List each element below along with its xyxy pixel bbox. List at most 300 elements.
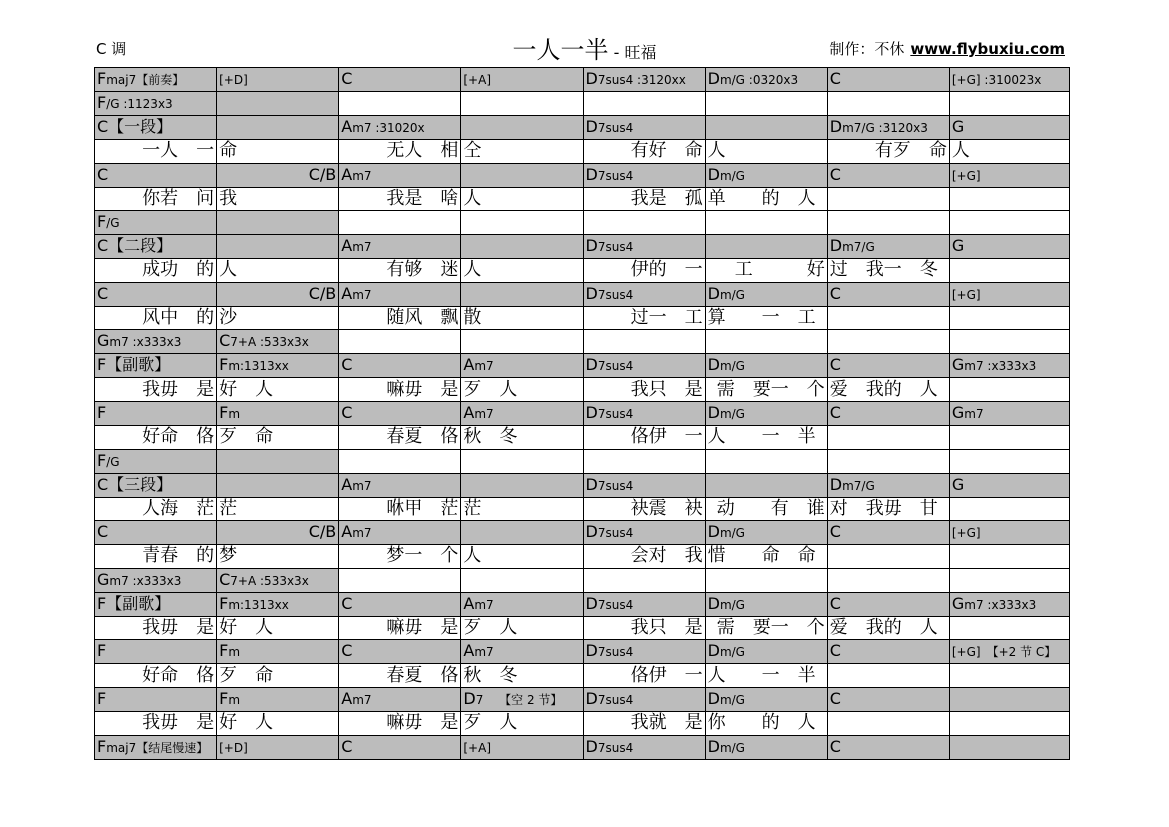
lyric-row (95, 140, 1070, 164)
chord-detail: m7 (352, 168, 372, 183)
chord-cell (217, 235, 339, 259)
lyric-cell (95, 545, 217, 569)
lyric-cell (217, 259, 339, 283)
chord-cell (949, 116, 1069, 140)
chord-cell (95, 568, 217, 592)
lyric-cell (461, 616, 583, 640)
lyric-cell (217, 545, 339, 569)
chord-root: D (707, 164, 720, 184)
chord-cell (95, 735, 217, 759)
chord-root: D (707, 69, 720, 88)
chord-root: F (97, 212, 107, 232)
chord-cell (827, 354, 949, 378)
chord-root: A (463, 355, 475, 375)
chord-root: D (707, 688, 720, 708)
lyric-cell (339, 616, 461, 640)
lyric-cell (339, 497, 461, 521)
chord-cell (339, 568, 461, 592)
chord-root: D (585, 117, 598, 136)
lyric-cell (705, 425, 827, 449)
chord-detail: m7 :x333x3 (964, 597, 1037, 612)
chord-cell (461, 282, 583, 306)
lyric-row (95, 545, 1070, 569)
chord-cell (339, 640, 461, 664)
chord-row (95, 592, 1070, 616)
lyric-text: 好 人 (219, 378, 274, 400)
chord-root: A (463, 641, 475, 661)
chord-cell (339, 735, 461, 759)
chord-detail: m7 :x333x3 (964, 359, 1037, 374)
lyric-cell (827, 425, 949, 449)
lyric-text: 工 好 (734, 259, 825, 281)
lyric-cell (339, 259, 461, 283)
chord-cell (827, 568, 949, 592)
chord-cell (339, 354, 461, 378)
lyric-cell (949, 140, 1069, 164)
chord-detail: 7sus4 (597, 406, 634, 421)
chord-cell (95, 521, 217, 545)
lyric-text: 歹 命 (219, 426, 274, 448)
chord-cell (827, 640, 949, 664)
chord-detail: maj7【结尾慢速】 (106, 740, 209, 755)
chord-detail: m7 (474, 597, 494, 612)
chord-cell (461, 521, 583, 545)
chord-detail: /G (106, 454, 120, 469)
chord-detail: 7sus4 :3120xx (597, 73, 686, 87)
lyric-text: 动 有 谁 (716, 497, 825, 519)
lyric-cell (217, 711, 339, 735)
lyric-text: 嘛毋 是 (386, 378, 459, 400)
chord-detail: m7/G (842, 240, 875, 255)
lyric-cell (705, 616, 827, 640)
lyric-text: 随风 飘 (386, 307, 459, 329)
lyric-text: 袂震 袂 (630, 497, 703, 519)
chord-detail: 7 【空 2 节】 (475, 692, 563, 707)
chord-root: F (97, 736, 107, 756)
lyric-cell (949, 616, 1069, 640)
lyric-text: 风中 的 (142, 307, 215, 329)
lyric-text: 人 (951, 140, 970, 162)
lyric-cell (217, 616, 339, 640)
chord-detail: m:1313xx (228, 597, 289, 612)
lyric-text: 爱 我的 人 (829, 617, 938, 639)
chord-detail: m7 (474, 359, 494, 374)
lyric-text: 佫伊 一 (630, 664, 703, 686)
lyric-cell (95, 306, 217, 330)
chord-detail: 7sus4 (597, 478, 634, 493)
chord-root: C (829, 402, 841, 422)
lyric-text: 好命 佫 (142, 426, 215, 448)
chord-root: D (707, 641, 720, 661)
chord-row (95, 640, 1070, 664)
chord-cell (949, 354, 1069, 378)
chord-cell (217, 521, 339, 545)
chord-cell (949, 592, 1069, 616)
chord-cell (461, 449, 583, 473)
chord-cell (339, 521, 461, 545)
chord-row (95, 521, 1070, 545)
chord-cell (461, 211, 583, 235)
chord-cell (583, 282, 705, 306)
chord-cell (949, 401, 1069, 425)
chord-detail: 7sus4 (597, 168, 634, 183)
lyric-text: 人 (463, 187, 482, 209)
chord-root: C (219, 331, 231, 351)
lyric-cell (827, 187, 949, 211)
chord-cell (461, 163, 583, 187)
chord-cell (705, 92, 827, 116)
chord-row (95, 401, 1070, 425)
lyric-text: 沙 (219, 307, 238, 329)
chord-root: C/B (308, 522, 337, 542)
chord-root: C【三段】 (97, 474, 173, 494)
lyric-text: 仝 (463, 140, 482, 162)
chord-cell (461, 592, 583, 616)
chord-root: D (585, 522, 598, 542)
chord-detail: [+G] 【+2 节 C】 (951, 645, 1057, 660)
chord-cell (827, 521, 949, 545)
lyric-row (95, 497, 1070, 521)
lyric-text: 嘛毋 是 (386, 617, 459, 639)
lyric-text: 需 要一 个 (716, 378, 825, 400)
lyric-text: 人 一 半 (707, 426, 816, 448)
chord-cell (217, 282, 339, 306)
chord-root: A (341, 283, 353, 303)
chord-cell (95, 354, 217, 378)
chord-cell (949, 449, 1069, 473)
chord-detail: m7 (352, 287, 372, 302)
credit-text: 制作：不休 (829, 40, 905, 58)
lyric-text: 一人 一 (142, 140, 215, 162)
chord-root: C (829, 641, 841, 661)
lyric-text: 佫伊 一 (630, 426, 703, 448)
chord-cell (95, 401, 217, 425)
chord-root: D (585, 736, 598, 756)
chord-cell (705, 235, 827, 259)
site-link[interactable]: www.flybuxiu.com (910, 40, 1065, 58)
chord-root: D (707, 402, 720, 422)
chord-cell (339, 116, 461, 140)
lyric-text: 我毋 是 (142, 712, 215, 734)
chord-detail: 7sus4 (597, 359, 634, 374)
chord-cell (339, 687, 461, 711)
chord-detail: m/G (719, 406, 745, 421)
lyric-cell (95, 187, 217, 211)
lyric-text: 歹 人 (463, 617, 518, 639)
chord-cell (827, 92, 949, 116)
chord-row (95, 687, 1070, 711)
lyric-cell (461, 497, 583, 521)
chord-cell (705, 401, 827, 425)
chord-cell (583, 92, 705, 116)
chord-cell (583, 116, 705, 140)
chord-root: C (829, 593, 841, 613)
lyric-text: 无人 相 (386, 140, 459, 162)
lyric-row (95, 378, 1070, 402)
chord-cell (461, 235, 583, 259)
chord-cell (583, 211, 705, 235)
chord-root: D (829, 474, 843, 494)
chord-cell (339, 92, 461, 116)
chord-row (95, 68, 1070, 92)
chord-cell (949, 330, 1069, 354)
lyric-text: 我 (219, 187, 238, 209)
chord-cell (705, 568, 827, 592)
chord-cell (583, 568, 705, 592)
chord-detail: m7 (352, 526, 372, 541)
chord-root: G (951, 236, 965, 256)
lyric-cell (583, 711, 705, 735)
chord-detail: m7 (352, 478, 372, 493)
chord-cell (217, 473, 339, 497)
lyric-text: 你若 问 (142, 187, 215, 209)
chord-detail: 7sus4 (597, 740, 634, 755)
chord-cell (705, 68, 827, 92)
chord-root: D (707, 355, 720, 375)
chord-root: C (829, 522, 841, 542)
lyric-cell (949, 711, 1069, 735)
chord-cell (827, 401, 949, 425)
lyric-cell (949, 378, 1069, 402)
chord-row (95, 449, 1070, 473)
chord-cell (583, 330, 705, 354)
chord-cell (949, 163, 1069, 187)
chord-row (95, 282, 1070, 306)
chord-root: C【一段】 (97, 117, 173, 136)
chord-cell (949, 521, 1069, 545)
lyric-cell (461, 306, 583, 330)
lyric-cell (827, 378, 949, 402)
lyric-cell (949, 497, 1069, 521)
chord-cell (583, 521, 705, 545)
chord-detail: 7sus4 (597, 121, 634, 135)
lyric-text: 春夏 佫 (386, 664, 459, 686)
chord-cell (827, 687, 949, 711)
lyric-text: 人 (463, 545, 482, 567)
chord-detail: 7sus4 (597, 692, 634, 707)
chord-cell (461, 687, 583, 711)
chord-root: C/B (308, 283, 337, 303)
chord-root: F (97, 402, 107, 422)
lyric-cell (583, 545, 705, 569)
chord-root: D (707, 736, 720, 756)
chord-root: D (585, 283, 598, 303)
lyric-cell (461, 664, 583, 688)
lyric-cell (583, 378, 705, 402)
lyric-cell (461, 425, 583, 449)
chord-root: A (463, 593, 475, 613)
chord-root: F【副歌】 (97, 355, 171, 375)
chord-root: G (97, 569, 110, 589)
lyric-cell (339, 306, 461, 330)
chord-detail: m (228, 406, 241, 421)
chord-root: A (341, 522, 353, 542)
chord-cell (827, 163, 949, 187)
chord-root: C (219, 569, 231, 589)
chord-cell (705, 473, 827, 497)
chord-cell (95, 68, 217, 92)
lyric-row (95, 664, 1070, 688)
chord-detail: m/G (719, 597, 745, 612)
chord-detail: m7 :31020x (352, 121, 425, 135)
lyric-cell (705, 378, 827, 402)
lyric-text: 命 (219, 140, 238, 162)
chord-root: C (97, 164, 109, 184)
chord-cell (217, 211, 339, 235)
chord-cell (217, 92, 339, 116)
lyric-text: 有歹 命 (874, 140, 947, 162)
lyric-text: 有好 命 (630, 140, 703, 162)
lyric-text: 我是 孤 (630, 187, 703, 209)
chord-detail: [+G] (951, 526, 981, 541)
chord-root: D (707, 593, 720, 613)
lyric-cell (827, 306, 949, 330)
chord-cell (217, 116, 339, 140)
chord-detail: m/G (719, 287, 745, 302)
chord-detail: 7sus4 (597, 240, 634, 255)
lyric-cell (217, 140, 339, 164)
chord-detail: [+G] :310023x (951, 73, 1042, 87)
chord-cell (705, 735, 827, 759)
lyric-cell (949, 545, 1069, 569)
chord-root: C (97, 522, 109, 542)
chord-cell (217, 592, 339, 616)
lyric-text: 茫 (463, 497, 482, 519)
chord-cell (827, 235, 949, 259)
chord-cell (95, 282, 217, 306)
chord-row (95, 354, 1070, 378)
lyric-cell (217, 378, 339, 402)
chord-cell (461, 568, 583, 592)
lyric-text: 春夏 佫 (386, 426, 459, 448)
lyric-text: 好 人 (219, 617, 274, 639)
lyric-text: 有够 迷 (386, 259, 459, 281)
chord-cell (95, 163, 217, 187)
chord-cell (217, 354, 339, 378)
lyric-cell (583, 425, 705, 449)
lyric-cell (217, 306, 339, 330)
chord-detail: 7sus4 (597, 597, 634, 612)
chord-cell (461, 640, 583, 664)
lyric-text: 我就 是 (630, 712, 703, 734)
lyric-cell (95, 664, 217, 688)
chord-cell (461, 330, 583, 354)
chord-cell (827, 735, 949, 759)
chord-cell (339, 592, 461, 616)
chord-cell (461, 354, 583, 378)
chord-root: A (341, 117, 353, 136)
lyric-cell (583, 187, 705, 211)
chord-cell (95, 449, 217, 473)
chord-cell (949, 735, 1069, 759)
chord-detail: 7+A :533x3x (230, 335, 309, 350)
chord-root: D (585, 474, 598, 494)
chord-detail: m7 (964, 406, 984, 421)
chord-cell (705, 211, 827, 235)
lyric-text: 歹 人 (463, 712, 518, 734)
chord-detail: [+A] (463, 740, 492, 755)
chord-root: C (829, 688, 841, 708)
lyric-text: 好命 佫 (142, 664, 215, 686)
chord-cell (217, 687, 339, 711)
credit (829, 38, 1065, 59)
chord-detail: [+A] (463, 73, 492, 87)
lyric-cell (949, 259, 1069, 283)
chord-root: F (219, 593, 229, 613)
lyric-cell (461, 140, 583, 164)
chord-cell (461, 116, 583, 140)
chord-cell (705, 449, 827, 473)
lyric-text: 咻甲 茫 (386, 497, 459, 519)
lyric-cell (583, 497, 705, 521)
chord-cell (583, 687, 705, 711)
chord-detail: m/G (719, 692, 745, 707)
chord-root: D (463, 688, 476, 708)
lyric-cell (461, 259, 583, 283)
chord-cell (705, 687, 827, 711)
chord-cell (827, 68, 949, 92)
chord-cell (461, 735, 583, 759)
chord-root: F (219, 641, 229, 661)
lyric-cell (583, 306, 705, 330)
chord-cell (583, 473, 705, 497)
lyric-text: 好 人 (219, 712, 274, 734)
chord-cell (949, 92, 1069, 116)
chord-cell (217, 735, 339, 759)
chord-cell (461, 401, 583, 425)
chord-root: C (341, 355, 353, 375)
lyric-cell (339, 711, 461, 735)
chord-cell (217, 640, 339, 664)
chord-cell (583, 735, 705, 759)
lyric-text: 需 要一 个 (716, 617, 825, 639)
chord-root: G (951, 402, 965, 422)
chord-root: D (585, 69, 598, 88)
lyric-cell (827, 259, 949, 283)
chord-cell (217, 163, 339, 187)
chord-row (95, 116, 1070, 140)
chord-detail: m/G (719, 168, 745, 183)
chord-root: G (951, 117, 965, 136)
chord-root: A (341, 474, 353, 494)
chord-root: F (97, 688, 107, 708)
lyric-cell (461, 378, 583, 402)
lyric-cell (949, 187, 1069, 211)
lyric-cell (827, 140, 949, 164)
lyric-row (95, 259, 1070, 283)
chord-root: F (97, 641, 107, 661)
chord-root: A (463, 402, 475, 422)
chord-root: C (829, 69, 841, 88)
chord-detail: m/G (719, 740, 745, 755)
lyric-cell (461, 187, 583, 211)
chord-cell (827, 449, 949, 473)
chord-cell (583, 449, 705, 473)
chord-cell (339, 282, 461, 306)
lyric-cell (217, 664, 339, 688)
lyric-cell (827, 711, 949, 735)
chord-root: D (829, 236, 843, 256)
lyric-cell (95, 616, 217, 640)
chord-cell (827, 211, 949, 235)
chord-cell (705, 282, 827, 306)
chord-cell (95, 116, 217, 140)
chord-root: D (707, 283, 720, 303)
lyric-cell (583, 616, 705, 640)
lyric-text: 人海 茫 (142, 497, 215, 519)
lyric-cell (461, 711, 583, 735)
chord-root: C (829, 736, 841, 756)
